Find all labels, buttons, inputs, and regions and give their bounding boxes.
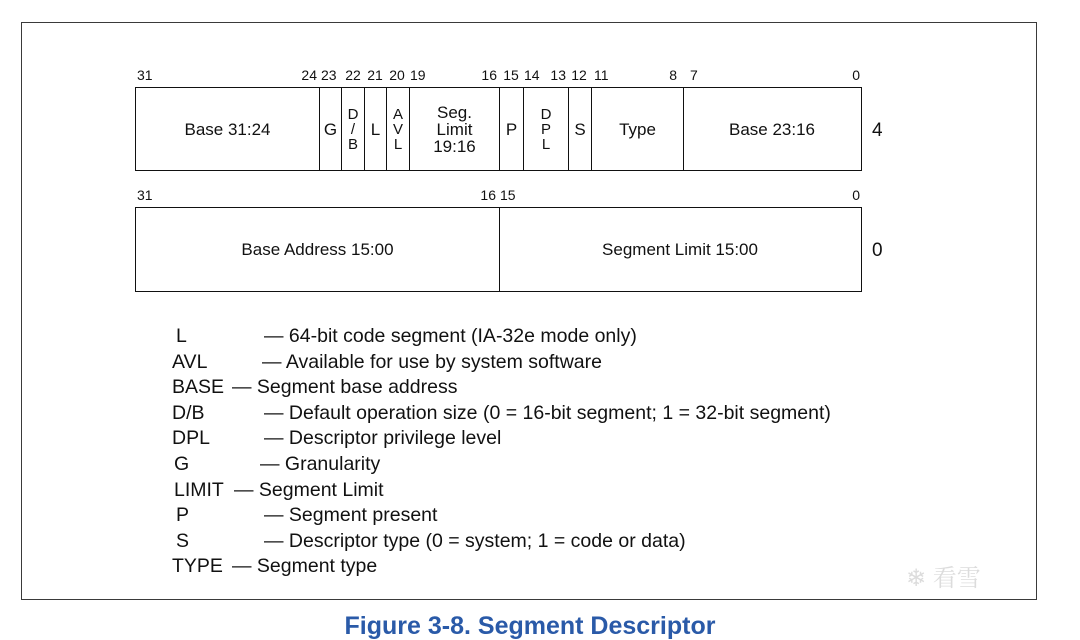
legend-abbr: L <box>176 325 187 347</box>
field-type: Type <box>592 88 684 170</box>
field-g: G <box>320 88 342 170</box>
field-seg-limit-line: Limit <box>436 119 473 139</box>
bit-24: 24 <box>301 67 317 83</box>
legend-desc: — Segment type <box>232 555 378 578</box>
legend-abbr: AVL <box>172 350 208 373</box>
field-db-line: D <box>347 105 359 123</box>
legend-abbr: BASE <box>172 376 225 399</box>
legend-desc: — Default operation size (0 = 16-bit segment; 1 = 32-bit segment) <box>264 401 831 424</box>
legend-abbr: DPL <box>172 427 210 450</box>
field-s: S <box>569 88 592 170</box>
watermark <box>906 566 981 592</box>
legend-item <box>172 375 831 401</box>
bit-20: 20 <box>389 67 405 83</box>
field-seg-limit-19-16 <box>410 88 500 170</box>
legend-item <box>172 503 831 529</box>
field-avl <box>387 88 410 170</box>
legend-item <box>172 324 831 350</box>
bit-0: 0 <box>852 67 860 83</box>
bit-21: 21 <box>367 67 383 83</box>
lower-dword-row <box>135 207 862 292</box>
bit-19: 19 <box>410 67 426 83</box>
legend-abbr: G <box>174 452 190 475</box>
bit-13: 13 <box>550 67 566 83</box>
field-segment-limit-15-00: Segment Limit 15:00 <box>602 240 758 259</box>
figure-caption: Figure 3-8. Segment Descriptor <box>344 612 716 640</box>
legend-desc: — Segment Limit <box>234 478 384 501</box>
legend-abbr: TYPE <box>172 555 223 578</box>
legend-item <box>172 478 831 504</box>
legend-abbr: P <box>176 504 190 527</box>
bit-31: 31 <box>137 187 153 203</box>
field-db-line: / <box>350 120 356 138</box>
field-seg-limit-line: 19:16 <box>433 136 476 156</box>
field-db <box>342 88 365 170</box>
legend-desc: — 64-bit code segment (IA-32e mode only) <box>264 325 637 347</box>
legend-item <box>172 529 831 555</box>
field-seg-limit-line: Seg. <box>437 102 472 122</box>
bit-14: 14 <box>524 67 540 83</box>
field-base-23-16: Base 23:16 <box>728 119 815 139</box>
legend-abbr: S <box>176 529 190 552</box>
field-l: L <box>365 88 387 170</box>
snowflake-icon: ❄ <box>906 565 927 592</box>
legend-desc: — Granularity <box>260 452 381 475</box>
legend-abbr: D/B <box>172 401 205 424</box>
legend-item <box>172 350 831 376</box>
legend-desc: — Descriptor type (0 = system; 1 = code or data) <box>264 529 686 552</box>
field-p: P <box>500 88 524 170</box>
bit-23: 23 <box>321 67 337 83</box>
legend-desc: — Segment base address <box>232 376 458 399</box>
field-base-31-24: Base 31:24 <box>136 88 320 170</box>
bit-16: 16 <box>481 67 497 83</box>
legend-item <box>172 426 831 452</box>
offset-4: 4 <box>872 120 883 141</box>
bit-11: 11 <box>594 67 609 83</box>
bit-12: 12 <box>571 67 587 83</box>
legend-desc: — Segment present <box>264 504 438 527</box>
field-base-address-15-00: Base Address 15:00 <box>136 208 500 291</box>
legend <box>172 324 831 580</box>
legend-item <box>172 452 831 478</box>
bit-7: 7 <box>690 67 698 83</box>
bit-22: 22 <box>345 67 361 83</box>
field-db-line: B <box>347 135 358 153</box>
field-dpl-line: P <box>540 120 551 138</box>
offset-0: 0 <box>872 240 883 261</box>
legend-abbr: LIMIT <box>174 478 224 501</box>
legend-item <box>172 554 831 580</box>
bit-0: 0 <box>852 187 860 203</box>
bit-15: 15 <box>503 67 519 83</box>
field-dpl-line: D <box>540 105 552 123</box>
field-avl-line: A <box>392 105 403 123</box>
bit-16: 16 <box>480 187 496 203</box>
field-dpl-line: L <box>541 135 551 153</box>
field-dpl <box>524 88 569 170</box>
field-avl-line: V <box>392 120 403 138</box>
field-avl-line: L <box>393 135 403 153</box>
bit-8: 8 <box>669 67 677 83</box>
legend-desc: — Descriptor privilege level <box>264 427 502 450</box>
watermark-text: 看雪 <box>932 565 981 592</box>
legend-desc: — Available for use by system software <box>262 350 602 373</box>
bit-15: 15 <box>500 187 516 203</box>
bit-31: 31 <box>137 67 153 83</box>
legend-item <box>172 401 831 427</box>
upper-dword-row <box>135 87 862 171</box>
